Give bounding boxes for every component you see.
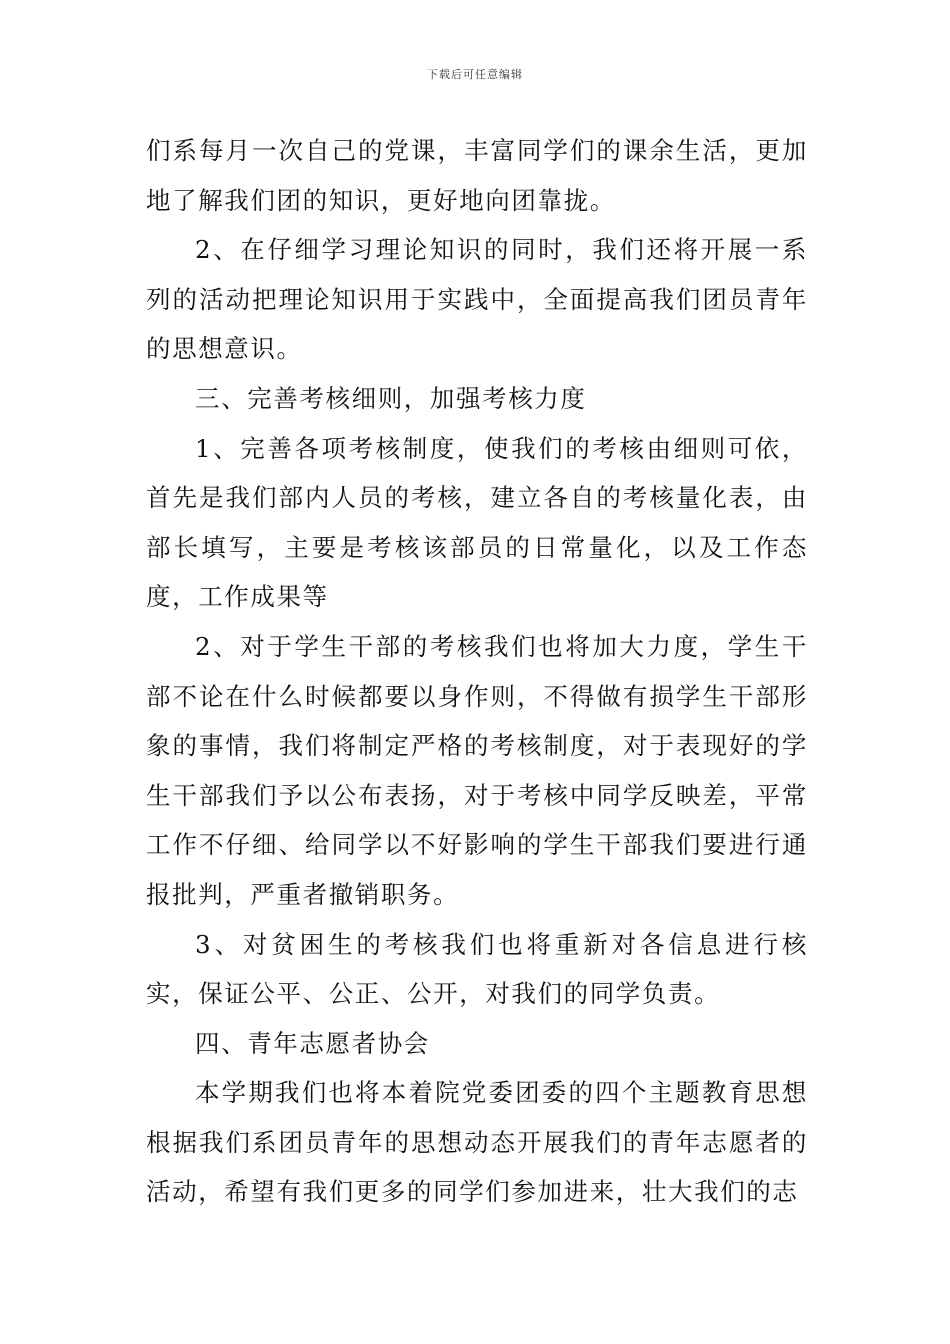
paragraph: 1、完善各项考核制度，使我们的考核由细则可依，首先是我们部内人员的考核，建立各自的考核量化表，由部长填写，主要是考核该部员的日常量化，以及工作态度，工作成果等 <box>146 433 808 612</box>
paragraph: 本学期我们也将本着院党委团委的四个主题教育思想根据我们系团员青年的思想动态开展我们的青年志愿者的活动，希望有我们更多的同学们参加进来，壮大我们的志 <box>146 1078 808 1207</box>
section-heading: 三、完善考核细则，加强考核力度 <box>195 383 587 413</box>
paragraph: 2、对于学生干部的考核我们也将加大力度，学生干部不论在什么时候都要以身作则，不得做有损学生干部形象的事情，我们将制定严格的考核制度，对于表现好的学生干部我们予以公布表扬，对于考核中同学反映差，平常工作不仔细、给同学以不好影响的学生干部我们要进行通报批判，严重者撤销职务。 <box>146 631 808 909</box>
section-heading: 四、青年志愿者协会 <box>195 1028 430 1058</box>
paragraph: 们系每月一次自己的党课，丰富同学们的课余生活，更加地了解我们团的知识，更好地向团靠拢。 <box>146 136 808 215</box>
document-body <box>146 126 808 1217</box>
page-header: 下载后可任意编辑 <box>427 68 523 81</box>
paragraph: 3、对贫困生的考核我们也将重新对各信息进行核实，保证公平、公正、公开，对我们的同学负责。 <box>146 929 808 1009</box>
paragraph: 2、在仔细学习理论知识的同时，我们还将开展一系列的活动把理论知识用于实践中，全面提高我们团员青年的思想意识。 <box>146 235 808 364</box>
